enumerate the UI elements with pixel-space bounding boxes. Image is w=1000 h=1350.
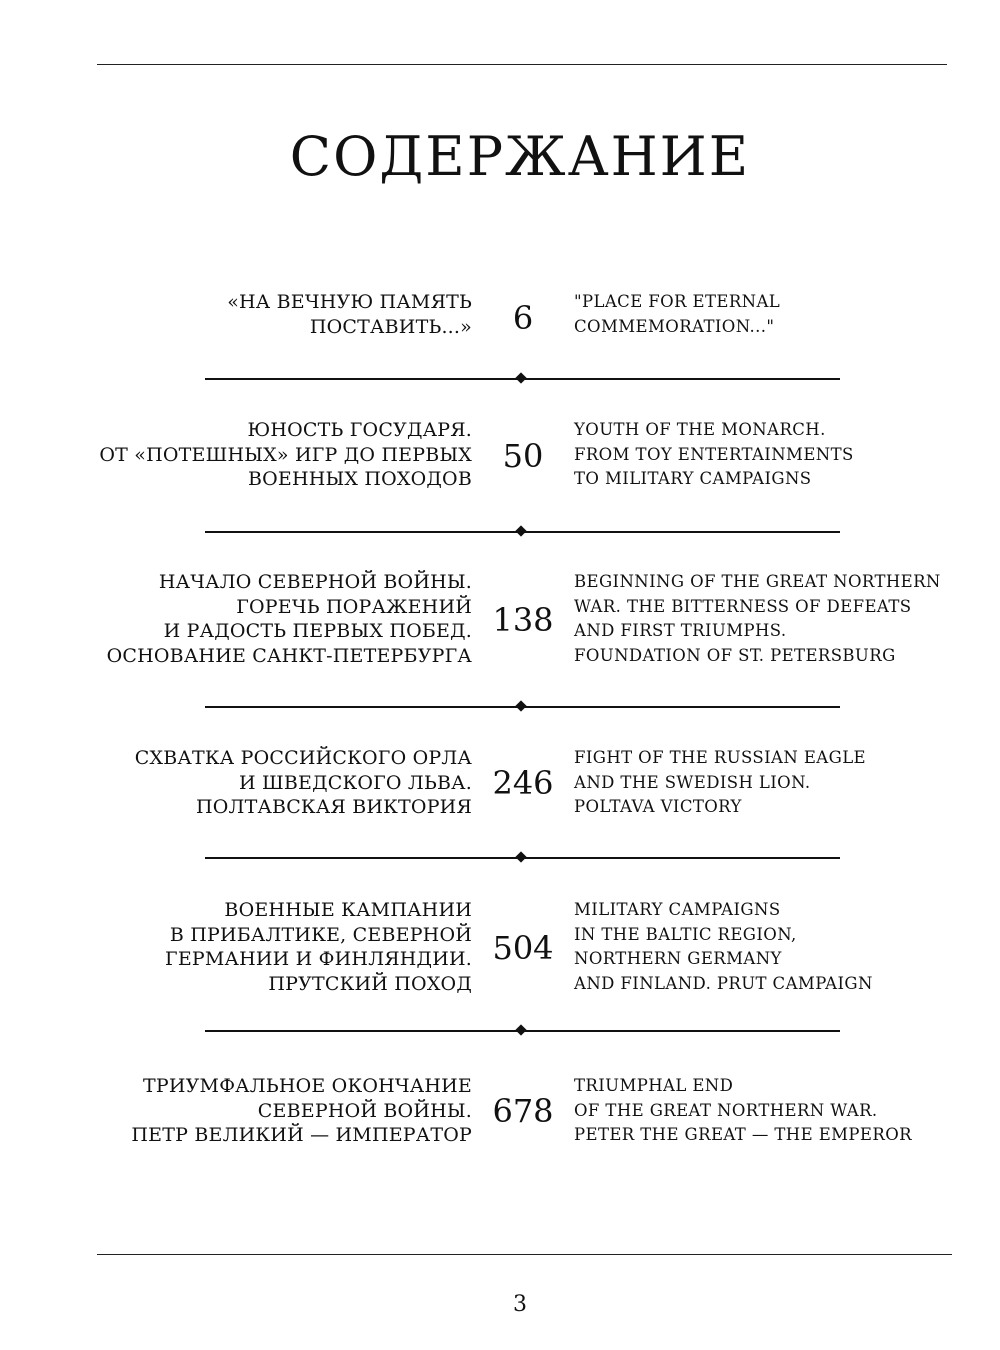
toc-entry-page-number[interactable]: 246	[492, 764, 554, 802]
toc-entry-russian-title: НАЧАЛО СЕВЕРНОЙ ВОЙНЫ. ГОРЕЧЬ ПОРАЖЕНИЙ И РАДОСТЬ ПЕРВЫХ ПОБЕД. ОСНОВАНИЕ САНКТ-ПЕТЕРБУРГА	[106, 571, 472, 667]
toc-entry-english-title: YOUTH OF THE MONARCH. FROM TOY ENTERTAINMENTS TO MILITARY CAMPAIGNS	[574, 420, 854, 488]
toc-entry-russian-title: ТРИУМФАЛЬНОЕ ОКОНЧАНИЕ СЕВЕРНОЙ ВОЙНЫ. ПЕТР ВЕЛИКИЙ — ИМПЕРАТОР	[131, 1075, 472, 1146]
section-divider	[205, 701, 840, 713]
toc-entry-page-number[interactable]: 6	[512, 299, 534, 337]
top-rule	[97, 64, 947, 65]
toc-entry-english-title: "PLACE FOR ETERNAL COMMEMORATION..."	[574, 292, 781, 336]
diamond-ornament-icon	[515, 851, 526, 862]
section-divider	[205, 526, 840, 538]
section-divider	[205, 852, 840, 864]
toc-entry-english-title: FIGHT OF THE RUSSIAN EAGLE AND THE SWEDISH LION. POLTAVA VICTORY	[574, 748, 866, 816]
toc-entry-page-number[interactable]: 678	[492, 1092, 554, 1130]
diamond-ornament-icon	[515, 525, 526, 536]
page-title: СОДЕРЖАНИЕ	[289, 125, 751, 188]
toc-entry-english-title: MILITARY CAMPAIGNS IN THE BALTIC REGION, NORTHERN GERMANY AND FINLAND. PRUT CAMPAIGN	[574, 900, 873, 993]
toc-entry-russian-title: СХВАТКА РОССИЙСКОГО ОРЛА И ШВЕДСКОГО ЛЬВА. ПОЛТАВСКАЯ ВИКТОРИЯ	[134, 747, 472, 818]
toc-entry-page-number[interactable]: 50	[502, 437, 544, 475]
diamond-ornament-icon	[515, 700, 526, 711]
toc-entry-page-number[interactable]: 504	[492, 929, 554, 967]
toc-entry-page-number[interactable]: 138	[492, 601, 554, 639]
diamond-ornament-icon	[515, 372, 526, 383]
toc-entry-russian-title: ВОЕННЫЕ КАМПАНИИ В ПРИБАЛТИКЕ, СЕВЕРНОЙ ГЕРМАНИИ И ФИНЛЯНДИИ. ПРУТСКИЙ ПОХОД	[165, 899, 472, 995]
toc-entry-russian-title: «НА ВЕЧНУЮ ПАМЯТЬ ПОСТАВИТЬ...»	[227, 291, 472, 338]
diamond-ornament-icon	[515, 1024, 526, 1035]
toc-entry-english-title: BEGINNING OF THE GREAT NORTHERN WAR. THE BITTERNESS OF DEFEATS AND FIRST TRIUMPHS. FOUNDATION OF ST. PETERSBURG	[574, 572, 941, 665]
toc-entry-russian-title: ЮНОСТЬ ГОСУДАРЯ. ОТ «ПОТЕШНЫХ» ИГР ДО ПЕРВЫХ ВОЕННЫХ ПОХОДОВ	[99, 419, 472, 490]
page-number: 3	[513, 1292, 527, 1317]
toc-entry-english-title: TRIUMPHAL END OF THE GREAT NORTHERN WAR. PETER THE GREAT — THE EMPEROR	[574, 1076, 912, 1144]
section-divider	[205, 1025, 840, 1037]
bottom-rule	[97, 1254, 952, 1255]
section-divider	[205, 373, 840, 385]
